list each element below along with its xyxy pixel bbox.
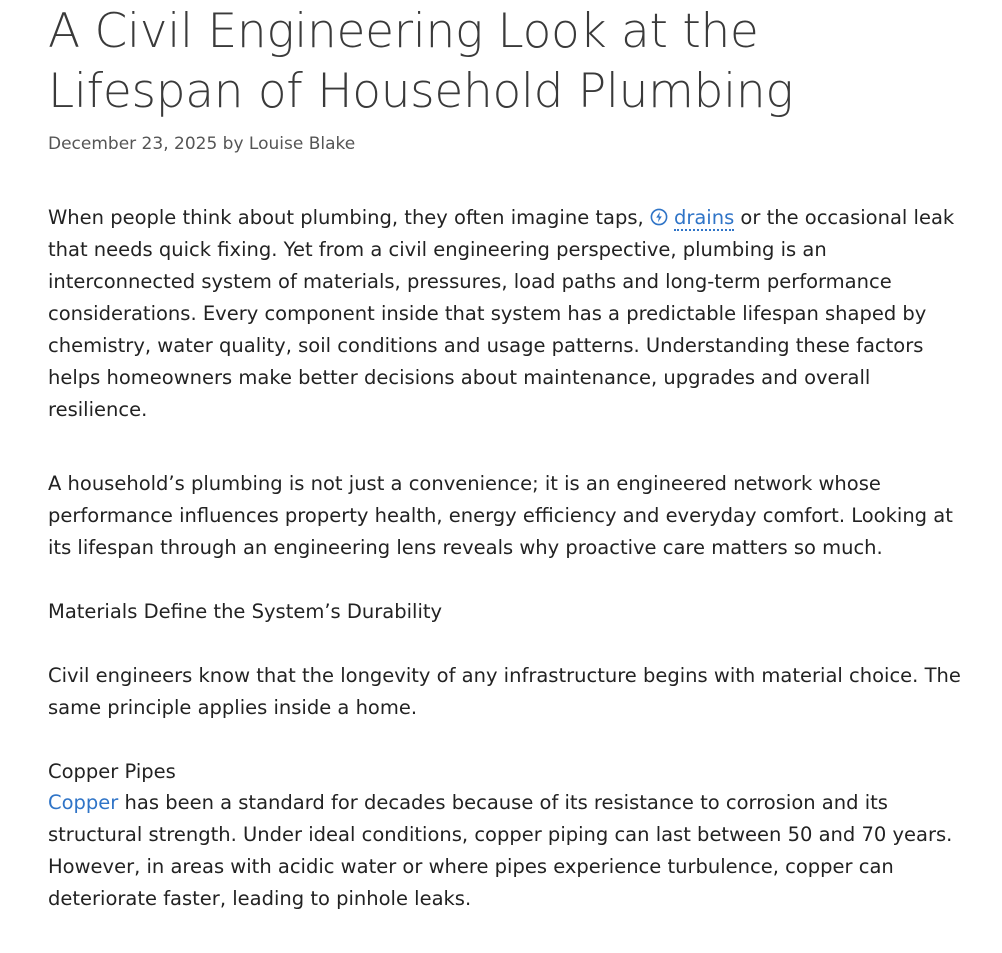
intro-text-before: When people think about plumbing, they often imagine taps, [48, 206, 650, 229]
copper-link[interactable]: Copper [48, 791, 119, 814]
copper-paragraph [48, 787, 968, 915]
article-title: A Civil Engineering Look at the Lifespan of Household Plumbing [48, 4, 794, 119]
network-paragraph: A household’s plumbing is not just a convenience; it is an engineered network whose performance influences property health, energy efficiency and everyday comfort. Looking at its lifespan through an engineering lens reveals why proactive care matters so much. [48, 472, 953, 559]
copper-text: has been a standard for decades because of its resistance to corrosion and its structural strength. Under ideal conditions, copper piping can last between 50 and 70 years. However, in areas with acidic water or where pipes experience turbulence, copper can deteriorate faster, leading to pinhole leaks. [48, 791, 953, 910]
article-meta: December 23, 2025 by Louise Blake [48, 134, 356, 154]
drains-link[interactable]: drains [673, 206, 735, 229]
article [48, 0, 968, 915]
materials-paragraph: Civil engineers know that the longevity of any infrastructure begins with material choice. The same principle applies inside a home. [48, 664, 961, 719]
materials-heading: Materials Define the System’s Durability [48, 600, 443, 623]
intro-paragraph [48, 202, 968, 426]
copper-heading: Copper Pipes [48, 760, 176, 783]
lightning-bolt-circle-icon[interactable] [650, 208, 668, 226]
intro-text-after: or the occasional leak that needs quick fixing. Yet from a civil engineering perspective, plumbing is an interconnected system of materials, pressures, load paths and long-term performance considerations. Every component inside that system has a predictable lifespan shaped by chemistry, water quality, soil conditions and usage patterns. Understanding these factors helps homeowners make better decisions about maintenance, upgrades and overall resilience. [48, 206, 955, 421]
